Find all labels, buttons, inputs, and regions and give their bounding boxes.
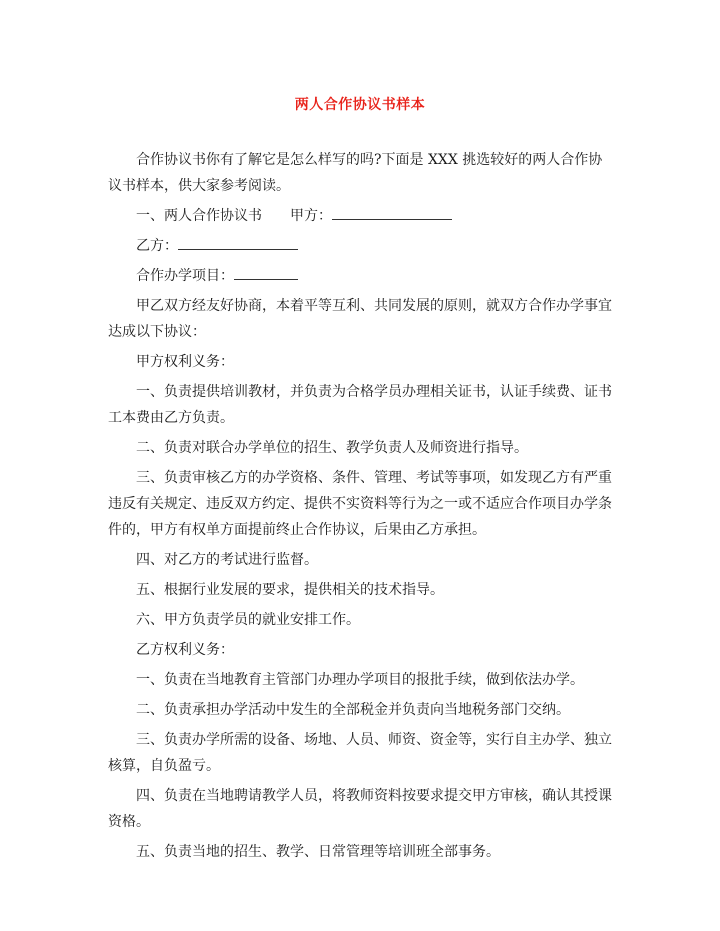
party-a-label: 甲方： <box>290 208 332 224</box>
preamble-paragraph: 甲乙双方经友好协商，本着平等互利、共同发展的原则，就双方合作办学事宜达成以下协议： <box>108 298 612 340</box>
document-title: 两人合作协议书样本 <box>294 97 426 113</box>
party-b-item: 三、负责办学所需的设备、场地、人员、师资、资金等，实行自主办学、独立核算，自负盈亏。 <box>108 732 612 774</box>
section-one-line <box>108 203 616 229</box>
party-b-blank <box>178 237 298 250</box>
party-a-item: 四、对乙方的考试进行监督。 <box>136 552 318 568</box>
party-b-item: 二、负责承担办学活动中发生的全部税金并负责向当地税务部门交纳。 <box>136 702 570 718</box>
party-a-blank <box>332 207 452 220</box>
party-a-rights-heading: 甲方权利义务： <box>136 354 234 370</box>
party-b-item: 五、负责当地的招生、教学、日常管理等培训班全部事务。 <box>136 844 500 860</box>
document-body <box>108 147 616 869</box>
party-b-item: 一、负责在当地教育主管部门办理办学项目的报批手续，做到依法办学。 <box>136 672 584 688</box>
project-blank <box>234 267 298 280</box>
party-a-item: 一、负责提供培训教材，并负责为合格学员办理相关证书，认证手续费、证书工本费由乙方负责。 <box>108 384 612 426</box>
party-a-item: 五、根据行业发展的要求，提供相关的技术指导。 <box>136 582 444 598</box>
project-label: 合作办学项目： <box>136 268 234 284</box>
party-b-rights-heading: 乙方权利义务： <box>136 642 234 658</box>
party-b-label: 乙方： <box>136 238 178 254</box>
intro-paragraph: 合作协议书你有了解它是怎么样写的吗?下面是 XXX 挑选较好的两人合作协议书样本，供大家参考阅读。 <box>108 152 603 194</box>
party-b-line <box>108 233 616 259</box>
party-a-item: 三、负责审核乙方的办学资格、条件、管理、考试等事项，如发现乙方有严重违反有关规定、违反双方约定、提供不实资料等行为之一或不适应合作项目办学条件的，甲方有权单方面提前终止合作协议，后果由乙方承担。 <box>108 470 612 538</box>
party-b-item: 四、负责在当地聘请教学人员，将教师资料按要求提交甲方审核，确认其授课资格。 <box>108 788 612 830</box>
project-line <box>108 263 616 289</box>
party-a-item: 六、甲方负责学员的就业安排工作。 <box>136 612 360 628</box>
section-one-heading: 一、两人合作协议书 <box>136 208 262 224</box>
party-a-item: 二、负责对联合办学单位的招生、教学负责人及师资进行指导。 <box>136 440 528 456</box>
